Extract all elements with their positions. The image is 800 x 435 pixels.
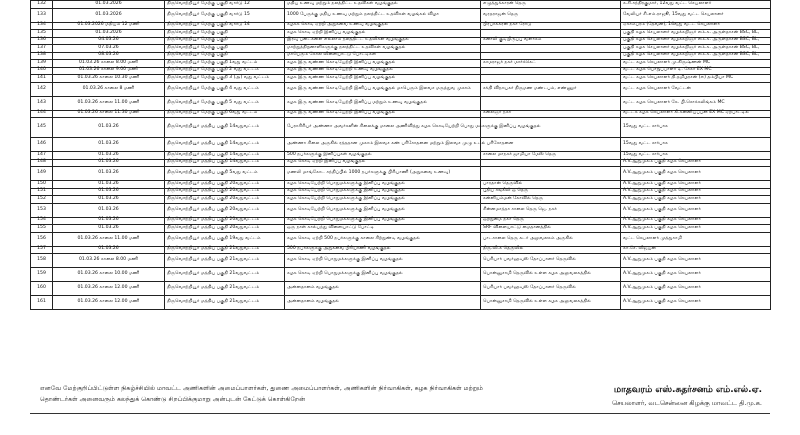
cell-venue: திருவொற்றியூர் மேற்கு பகுதி 6வது வட்டம் [165,110,285,118]
cell-sno: 147 [31,152,53,160]
table-row [31,282,771,296]
cell-place: பொன்னுசாமி தெருவில் உள்ள கழக அலுவலகத்தில் [481,268,621,282]
table-row [31,232,771,246]
table-row [31,268,771,282]
cell-event: கழக இரு வண்ண கொடியேற்றி இனிப்பு வழங்குதல் [285,60,481,68]
cell-place: சாலை மாநகர் ஜாமியா மேஸ் தெரு [481,152,621,160]
cell-event: கழக கொடியேற்றி பொதுமக்களுக்கு இனிப்பு வழங்குதல் [285,188,481,196]
cell-guest: வட்ட கழக பொறுப்பாளர் டி. சேகர் EX MC [621,67,771,75]
cell-date: 01.03.26 [53,167,165,181]
cell-sno: 154 [31,217,53,225]
cell-sno: 132 [31,1,53,9]
cell-place [481,45,621,53]
cell-date: 01.03.2026 [53,1,165,9]
cell-venue: திருவொற்றியூர் மத்திய பகுதி 14வதுவட்டம் [165,118,285,138]
cell-guest: வட்ட கழக செயலாளர் கே. பி.சொக்கலிங்கம் MC [621,96,771,110]
cell-date: 01.03.26 காலை 10.00 மணி [53,268,165,282]
cell-event: கழக இரு வண்ண கொடியேற்றி உணவு வழங்குதல் [285,67,481,75]
cell-place: ஒற்றுமை நகர் தெரு [481,217,621,225]
cell-venue: திருவொற்றியூர் மத்திய பகுதி 20வதுவட்டம் [165,217,285,225]
cell-sno: 135 [31,30,53,38]
cell-sno: 155 [31,225,53,233]
cell-event: பேராசிரியர் அண்ணா அவர்களின் சிலைக்கு மாலை அணிவித்து கழக கொடியேற்றி பொது மக்களுக்கு இனிப்பு வழங்குதல் [285,118,481,138]
cell-place [481,67,621,75]
cell-sno: 137 [31,45,53,53]
cell-place: வரதராஜன் தெரு [481,8,621,22]
cell-guest: பகுதி கழக செயலாளர் வழக்கறிஞர் எம்.சு. அருள்தாசன் BSC, BL, [621,52,771,60]
cell-place: SRF விளையாட்டு மைதானத்தில் [481,225,621,233]
cell-sno: 141 [31,75,53,83]
cell-place: காமராஜர் நகர் மார்க்கெட் [481,60,621,68]
cell-guest: A.V.ஆறுமுகம் பகுதி கழக செயலாளர் [621,196,771,204]
cell-sno: 158 [31,254,53,268]
cell-guest: 15வது வட்ட சார்பாக [621,118,771,138]
cell-date: 01.03.2026 [53,30,165,38]
table-row [31,60,771,68]
cell-venue: திருவொற்றியூர் மத்திய பகுதி 14வதுவட்டம் [165,159,285,167]
table-row [31,246,771,254]
cell-guest: A.V.ஆறுமுகம் பகுதி கழக செயலாளர் [621,167,771,181]
cell-place: கனாலி குடியிருப்பு வளாகம் [481,37,621,45]
cell-venue: திருவொற்றியூர் மத்திய பகுதி 20வதுவட்டம் [165,225,285,233]
cell-event: 1000 பேருக்கு மதிய உணவு மற்றும் நலத்திட்ட உதவிகள் வழங்கல் விழா [285,8,481,22]
cell-guest: A.V.ஆறுமுகம் பகுதி கழக செயலாளர் [621,225,771,233]
cell-place: கலைஞர் நகர் [481,110,621,118]
cell-venue: திருவொற்றியூர் மத்திய பகுதி 21வதுவட்டம் [165,246,285,254]
cell-guest: வட்ட செயலாளர் முத்துசாமி [621,232,771,246]
cell-date: 01.03.26 [53,217,165,225]
cell-sno: 133 [31,8,53,22]
cell-date: 08.03.26 [53,52,165,60]
table-row [31,75,771,83]
cell-guest: 15வது வட்ட சார்பாக [621,138,771,152]
cell-event: கழக கொடியேற்றி பொதுமக்களுக்கு இனிப்பு வழங்குதல் [285,181,481,189]
cell-event: மதிய உணவு மற்றும் நலத்திட்ட உதவிகள் வழங்குதல் [285,1,481,9]
table-row [31,152,771,160]
cell-place [481,52,621,60]
cell-event: அன்னதானம் வழங்குதல் [285,296,481,310]
cell-sno: 159 [31,268,53,282]
table-row [31,167,771,181]
table-row [31,225,771,233]
cell-place: பெரியார் பவர்ஹவுஸ் தோப்பாளர் தெருவில் [481,282,621,296]
cell-place: சக்தி விநாயகர் திருமண மண்டபம், எண்ணூர் [481,82,621,96]
cell-guest: A.V.ஆறுமுகம் பகுதி கழக செயலாளர் [621,268,771,282]
cell-event: 500 நபர்களுக்கு அறுசுவை பிரியாணி வழங்குதல் [285,246,481,254]
cell-date: 01.03.2026 மதியம் 12 மணி [53,22,165,30]
cell-sno: 145 [31,118,53,138]
cell-date: 01.03.26 காலை 9.00 மணி [53,67,165,75]
cell-venue: திருவொற்றியூர் மேற்கு பகுதி [165,37,285,45]
cell-venue: திருவொற்றியூர் மேற்கு பகுதி 2 வது வட்டம் [165,67,285,75]
cell-place: பாடசாலை தெரு சுடர் அலுவலகம் அருகில் [481,232,621,246]
cell-date: 01.03.26 [53,188,165,196]
cell-date: 01.03.26 காலை 11:30 மணி [53,110,165,118]
cell-place [481,96,621,110]
signature-block [562,383,762,409]
cell-event: மணலி மாங்கோட சந்திப்பில் 1000 நபர்களுக்கு பிரியாணி (அறுசுவை உணவு) [285,167,481,181]
cell-event: கழக இரு வண்ண கொடியேற்றி இனிப்பு வழங்குதல் [285,110,481,118]
cell-guest: A.V.ஆறுமுகம் பகுதி கழக செயலாளர் [621,181,771,189]
cell-venue: திருவொற்றியூர் மேற்கு பகுதி [165,52,285,60]
cell-date: 01.03.26 காலை 12.00 மணி [53,296,165,310]
footer-note-line-1: எனவே மேற்குறிப்பிட்டுள்ள நிகழ்ச்சியில் மாவட்ட அணிகளின் அமைப்பாளர்கள், துணை அமைப்பாளர்கள், அணிகளின் நிர்வாகிகள், கழக நிர்வாகிகள் மற்றும் [40,385,484,392]
table-row [31,217,771,225]
cell-venue: திருவொற்றியூர் மத்திய பகுதி 21வதுவட்டம் [165,282,285,296]
cell-place [481,30,621,38]
programme-table [30,0,771,310]
cell-venue: திருவொற்றியூர் மேற்கு பகுதி [165,30,285,38]
cell-sno: 148 [31,159,53,167]
signatory-name: மாதவரம் எஸ்.சுதர்சனம் எம்.எல்.ஏ. [613,385,762,395]
cell-guest: வட்டக் கழக செயலாளர் கி.கன்னியப்பன் EX MC ஏற்பாட்டில் [621,110,771,118]
cell-event: மாபெரும் கோல விளையாட்டு போட்டிகள் [285,52,481,60]
cell-event: மாற்றுத்திறனாளிகளுக்கு நலத்திட்ட உதவிகள் வழங்குதல் [285,45,481,53]
cell-guest: கா.சே. விஜயன் [621,246,771,254]
cell-guest: க.சி.சந்திரகுமார், 12வது வட்ட செயலாளர் [621,1,771,9]
cell-date: 01.03.26 [53,159,165,167]
cell-guest: A.V.ஆறுமுகம் பகுதி கழக செயலாளர் [621,188,771,196]
cell-event: கழக கொடியேற்றி பொதுமக்களுக்கு இனிப்பு வழங்குதல் [285,217,481,225]
cell-venue: திருவொற்றியூர் மேற்கு பகுதி 5 வது வட்டம் [165,96,285,110]
cell-venue: திருவொற்றியூர் மத்திய பகுதி 21வதுவட்டம் [165,254,285,268]
table-row [31,22,771,30]
table-row [31,296,771,310]
cell-guest: A.V.ஆறுமுகம் பகுதி கழக செயலாளர் [621,217,771,225]
cell-sno: 142 [31,82,53,96]
cell-place: பெரியார் பவர்ஹவுஸ் தோப்பாளர் தெருவில் [481,254,621,268]
cell-venue: திருவொற்றியூர் மத்திய பகுதி 21வதுவட்டம் [165,268,285,282]
cell-date: 01.03.2026 [53,8,165,22]
cell-place [481,167,621,181]
cell-sno: 160 [31,282,53,296]
cell-guest: வட்ட கழக செயலாளர் வேட்டன் [621,82,771,96]
cell-venue: திருவொற்றியூர் மேற்கு பகுதி வார்டு 14 [165,22,285,30]
footer-note-line-2: தொண்டர்கள் அனைவரும் கலந்துக் கொண்டு சிறப்பிக்குமாறு அன்புடன் கேட்டுக் கொள்கிறேன் [40,396,306,403]
cell-place: திரு.வி.க தெருவில் [481,246,621,254]
cell-venue: திருவொற்றியூர் மத்திய பகுதி 20வதுவட்டம் [165,203,285,217]
cell-sno: 139 [31,60,53,68]
cell-guest: 15வது வட்ட சார்பாக [621,152,771,160]
cell-venue: திருவொற்றியூர் மத்திய பகுதி 20வதுவட்டம் [165,188,285,196]
table-row [31,181,771,189]
footer [30,383,770,433]
cell-event: 500 நபர்களுக்கு இனிப்புகள் வழங்குதல் [285,152,481,160]
table-row [31,67,771,75]
cell-venue: திருவொற்றியூர் மேற்கு பகுதி வார்டு 15 [165,8,285,22]
cell-place: புதிய சங்கிலி ஒ தெரு [481,188,621,196]
cell-place: பாரதான் தெருவில் [481,181,621,189]
cell-date: 01.03.26 [53,225,165,233]
cell-guest: A.V.ஆறுமுகம் பகுதி கழக செயலாளர் [621,282,771,296]
table-row [31,1,771,9]
cell-guest: ஏகாம்பரம் (தேவன்), 14வது வட்ட செயலாளர் [621,22,771,30]
cell-date: 01.03.26 காலை 8.00 மணி [53,60,165,68]
cell-sno: 157 [31,246,53,254]
cell-date: 01.03.26 [53,138,165,152]
cell-guest: பகுதி கழக செயலாளர் வழக்கறிஞர் எம்.சு. அருள்தாசன் BSC, BL, [621,45,771,53]
cell-place [481,159,621,167]
cell-sno: 152 [31,196,53,204]
cell-guest: A.V.ஆறுமுகம் பகுதி கழக செயலாளர் [621,159,771,167]
cell-date: 01.03.26 காலை 11.00 மணி [53,96,165,110]
footer-divider [30,413,770,414]
table-row [31,159,771,167]
table-row [31,203,771,217]
cell-event: இரவு படைகளை எல்லாம் நலத்திட்ட உதவிகள் வழங்குதல் [285,37,481,45]
cell-date: 01.03.26 காலை 8.00 மணி [53,254,165,268]
cell-place: பொன்னுசாமி தெருவில் உள்ள கழக அலுவலகத்தில் [481,296,621,310]
cell-guest: வட்ட கழக செயலாளர் தி.தமிழரசன் (எ) தம்பியா MC [621,75,771,83]
table-row [31,45,771,53]
cell-venue: திருவொற்றியூர் மேற்கு பகுதி [165,45,285,53]
cell-venue: திருவொற்றியூர் மேற்கு பகுதி வார்டு 12 [165,1,285,9]
cell-venue: திருவொற்றியூர் மத்திய பகுதி 14வதுவட்டம் [165,152,285,160]
cell-event: அன்னதானம் வழங்குதல் [285,282,481,296]
cell-sno: 161 [31,296,53,310]
cell-guest: A.V.ஆறுமுகம் பகுதி கழக செயலாளர் [621,296,771,310]
cell-guest: A.V.ஆறுமுகம் பகுதி கழக செயலாளர் [621,203,771,217]
cell-sno: 150 [31,181,53,189]
cell-event: கழக கொடியேற்றி பொதுமக்களுக்கு இனிப்பு வழங்குதல் [285,203,481,217]
cell-date: 01.03.26 காலை 10.30 மணி [53,75,165,83]
cell-guest: பகுதி கழக செயலாளர் வழக்கறிஞர் எம்.சு. அருள்தாசன் BSC, BL, [621,37,771,45]
cell-sno: 138 [31,52,53,60]
table-row [31,52,771,60]
cell-guest: பகுதி கழக செயலாளர் வழக்கறிஞர் எம்.சு. அருள்தாசன் BSC, BL, [621,30,771,38]
table-row [31,188,771,196]
cell-event: கழகக் கொடி ஏற்றி அறுசுவை உணவு வழங்குதல் [285,22,481,30]
cell-guest: A.V.ஆறுமுகம் பகுதி கழக செயலாளர் [621,254,771,268]
cell-event: அண்ணா சிலை அருகில் ரத்ததான முகாம் இலவச கண் பரிசோதனை மற்றும் இலவச முழு உடல் பரிசோதனை [285,138,481,152]
cell-guest: வட்ட கழக செயலாளர் மு.கிருஷ்ணன் MC [621,60,771,68]
cell-place: எழுத்துக்காரன் தெரு [481,1,621,9]
table-row [31,110,771,118]
cell-guest: வேலியர் சி.எம்.ராஜூ, 15வது வட்ட செயலாளர் [621,8,771,22]
cell-venue: திருவொற்றியூர் மத்திய பகுதி 14வதுவட்டம் [165,138,285,152]
cell-venue: திருவொற்றியூர் மத்திய பகுதி 20வதுவட்டம் [165,181,285,189]
table-row [31,30,771,38]
cell-event: ஒரு நாள் கால்பந்து விளையாட்டு போட்டி [285,225,481,233]
table-row [31,96,771,110]
cell-venue: திருவொற்றியூர் மேற்கு பகுதி 4 வது வட்டம் [165,82,285,96]
table-row [31,196,771,204]
cell-venue: திருவொற்றியூர் மத்திய பகுதி 5வது வட்டம் [165,167,285,181]
cell-date: 07.03.26 [53,45,165,53]
table-row [31,118,771,138]
cell-event: கழக இரு வண்ண கொடியேற்றி இனிப்பு மற்றும் உணவு வழங்குதல் [285,96,481,110]
cell-date: 01.03.26 காலை 12.00 மணி [53,282,165,296]
table-row [31,37,771,45]
cell-place [481,75,621,83]
cell-event: கழக கொடி ஏற்றி இனிப்பு வழங்குதல் [285,30,481,38]
cell-venue: திருவொற்றியூர் மேற்கு பகுதி 3 (அ) வது வட்டம் [165,75,285,83]
cell-date: 04.03.26 [53,37,165,45]
cell-event: கழக இரு வண்ண கொடியேற்றி இனிப்பு வழங்குதல் [285,75,481,83]
cell-place: கன்னியம்மன் கோவில் தெரு [481,196,621,204]
cell-date: 01.03.26 [53,203,165,217]
cell-sno: 143 [31,96,53,110]
footer-note [40,383,600,405]
cell-place: பிரபாக்கரன் நகர் ரோடு [481,22,621,30]
cell-sno: 149 [31,167,53,181]
cell-event: கழக கொடி ஏற்றி பொதுமக்களுக்கு இனிப்பு வழங்குதல் [285,268,481,282]
cell-sno: 146 [31,138,53,152]
cell-venue: திருவொற்றியூர் மேற்கு பகுதி 1வது வட்டம் [165,60,285,68]
cell-sno: 153 [31,203,53,217]
cell-venue: திருவொற்றியூர் மத்திய பகுதி 21வதுவட்டம் [165,296,285,310]
cell-sno: 151 [31,188,53,196]
cell-sno: 136 [31,37,53,45]
cell-place: சின்னமாத்தா சாலை தெரு ஜெ. நகர் [481,203,621,217]
signatory-designation: செயலாளர், வடசென்னை கிழக்கு மாவட்ட தி.மு.க. [612,399,762,407]
cell-event: கழக கொடி ஏற்றி 500 நபர்களுக்கு காலை சிற்றுண்டி வழங்குதல் [285,232,481,246]
cell-date: 01.03.26 [53,181,165,189]
cell-date: 01.03.26 [53,152,165,160]
table-row [31,138,771,152]
cell-date: 01.03.26 [53,246,165,254]
cell-date: 01.03.26 காலை 8 மணி [53,82,165,96]
cell-date: 01.03.26 [53,118,165,138]
cell-event: கழக கொடி ஏற்றி பொதுமக்களுக்கு இனிப்பு வழங்குதல் [285,254,481,268]
cell-sno: 144 [31,110,53,118]
cell-venue: திருவொற்றியூர் மத்திய பகுதி 20வதுவட்டம் [165,196,285,204]
cell-sno: 140 [31,67,53,75]
cell-event: கழக இரு வண்ண கொடியேற்றி இனிப்பு வழங்குதல் மாபெரும் இலவச மருத்துவ முகாம் [285,82,481,96]
programme-sheet [30,0,770,310]
programme-table-body [31,1,771,310]
cell-event: கழக கொடியேற்றி பொதுமக்களுக்கு இனிப்பு வழங்குதல் [285,196,481,204]
cell-sno: 134 [31,22,53,30]
table-row [31,8,771,22]
cell-venue: திருவொற்றியூர் மத்திய பகுதி 19வது வட்டம் [165,232,285,246]
cell-date: 01.03.26 [53,196,165,204]
table-row [31,82,771,96]
cell-event: கழக கொடி ஏற்றி இனிப்பு வழங்குதல் [285,159,481,167]
table-row [31,254,771,268]
cell-date: 01.03.26 காலை 11.00 மணி [53,232,165,246]
cell-sno: 156 [31,232,53,246]
